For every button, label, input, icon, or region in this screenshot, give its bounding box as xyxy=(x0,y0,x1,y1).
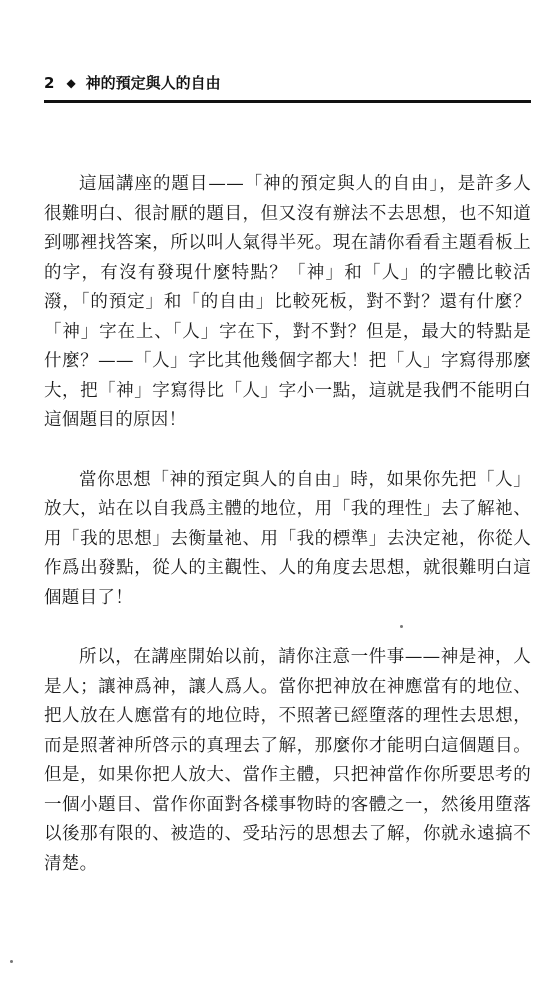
page-number: 2 xyxy=(44,73,55,92)
paragraph-3: 所以，在講座開始以前，請你注意一件事——神是神，人是人；讓神爲神，讓人爲人。當你把神放在神應當有的地位、把人放在人應當有的地位時，不照著已經墮落的理性去思想，而是照著神所啓示的真理去了解，那麼你才能明白這個題目。但是，如果你把人放大、當作主體，只把神當作你所要思考的一個小題目、當作你面對各樣事物時的客體之一，然後用墮落以後那有限的、被造的、受玷污的思想去了解，你就永遠搞不清楚。 xyxy=(44,647,531,874)
scan-speck xyxy=(10,960,13,963)
body-text xyxy=(44,170,531,909)
running-header xyxy=(44,72,523,93)
diamond-icon: ◆ xyxy=(66,75,76,90)
header-rule xyxy=(44,100,531,103)
running-title: 神的預定與人的自由 xyxy=(85,74,221,92)
scan-speck xyxy=(400,625,403,628)
paragraph-1: 這屆講座的題目——「神的預定與人的自由」，是許多人很難明白、很討厭的題目，但又沒有辦法不去思想，也不知道到哪裡找答案，所以叫人氣得半死。現在請你看看主題看板上的字，有沒有發現什麼特點？「神」和「人」的字體比較活潑，「的預定」和「的自由」比較死板，對不對？還有什麼？「神」字在上、「人」字在下，對不對？但是，最大的特點是什麼？——「人」字比其他幾個字都大！把「人」字寫得那麼大，把「神」字寫得比「人」字小一點，這就是我們不能明白這個題目的原因！ xyxy=(44,174,531,430)
paragraph-2: 當你思想「神的預定與人的自由」時，如果你先把「人」放大，站在以自我爲主體的地位，用「我的理性」去了解祂、用「我的思想」去衡量祂、用「我的標準」去決定祂，你從人作爲出發點，從人的主觀性、人的角度去思想，就很難明白這個題目了！ xyxy=(44,469,531,608)
